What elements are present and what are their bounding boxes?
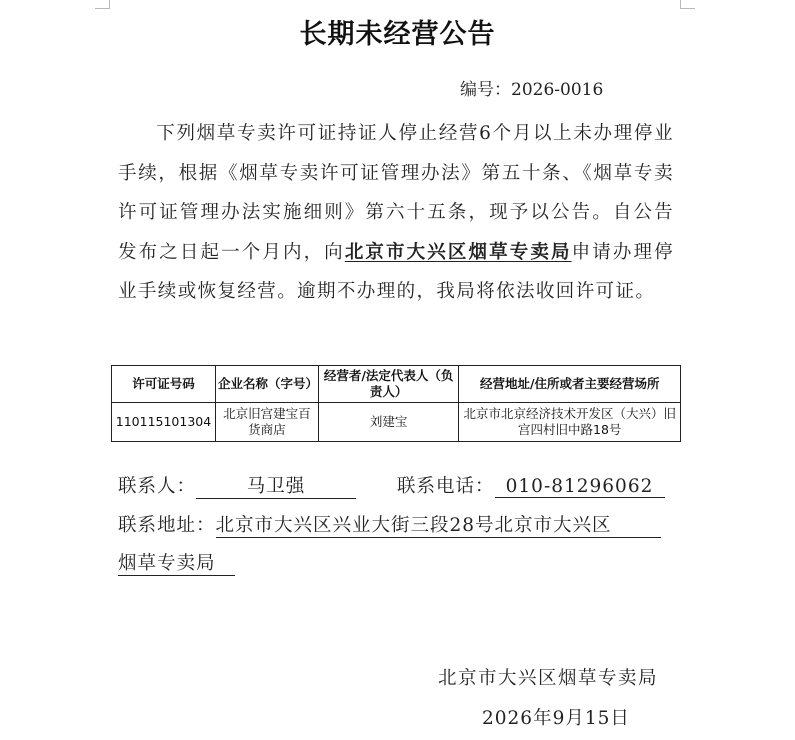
contact-person-line [118, 472, 356, 499]
page-corner-mark-left [95, 0, 110, 9]
signature-date: 2026年9月15日 [482, 708, 630, 729]
contact-phone-line [397, 472, 665, 498]
header-operator: 经营者/法定代表人（负责人） [318, 366, 459, 403]
cell-business-name: 北京旧宫建宝百货商店 [215, 403, 318, 442]
contact-phone-value: 010-81296062 [495, 476, 665, 498]
cell-address: 北京市北京经济技术开发区（大兴）旧宫四村旧中路18号 [459, 403, 681, 442]
notice-title: 长期未经营公告 [299, 19, 496, 50]
table-header-row [112, 366, 681, 403]
header-license-number: 许可证号码 [112, 366, 216, 403]
notice-body-after: 申请办理停业手续或恢复经营。逾期不办理的，我局将依法收回许可证。 [118, 241, 674, 302]
document-number: 编号：2026-0016 [460, 80, 604, 100]
signature-organization: 北京市大兴区烟草专卖局 [438, 668, 659, 689]
contact-address-value-1: 北京市大兴区兴业大街三段28号北京市大兴区 [216, 511, 661, 538]
header-business-name: 企业名称（字号） [215, 366, 318, 403]
contact-address-line [118, 511, 661, 538]
contact-person-label: 联系人： [118, 476, 197, 497]
contact-address-label: 联系地址： [118, 515, 216, 536]
license-table [111, 365, 681, 442]
cell-operator: 刘建宝 [318, 403, 459, 442]
table-row [112, 403, 681, 442]
notice-body-authority: 北京市大兴区烟草专卖局 [344, 241, 572, 263]
contact-person-value: 马卫强 [196, 472, 356, 499]
header-address: 经营地址/住所或者主要经营场所 [459, 366, 681, 403]
page-corner-mark-right [680, 0, 695, 9]
contact-address-value-2: 烟草专卖局 [118, 549, 235, 576]
notice-body-before: 下列烟草专卖许可证持证人停止经营6个月以上未办理停业手续，根据《烟草专卖许可证管理办法》第五十条、《烟草专卖许可证管理办法实施细则》第六十五条，现予以公告。自公告发布之日起一个月内，向 [118, 123, 674, 263]
contact-phone-label: 联系电话： [397, 476, 495, 497]
cell-license-number: 110115101304 [112, 403, 216, 442]
contact-address-line-2 [118, 549, 235, 576]
notice-body [118, 114, 674, 312]
